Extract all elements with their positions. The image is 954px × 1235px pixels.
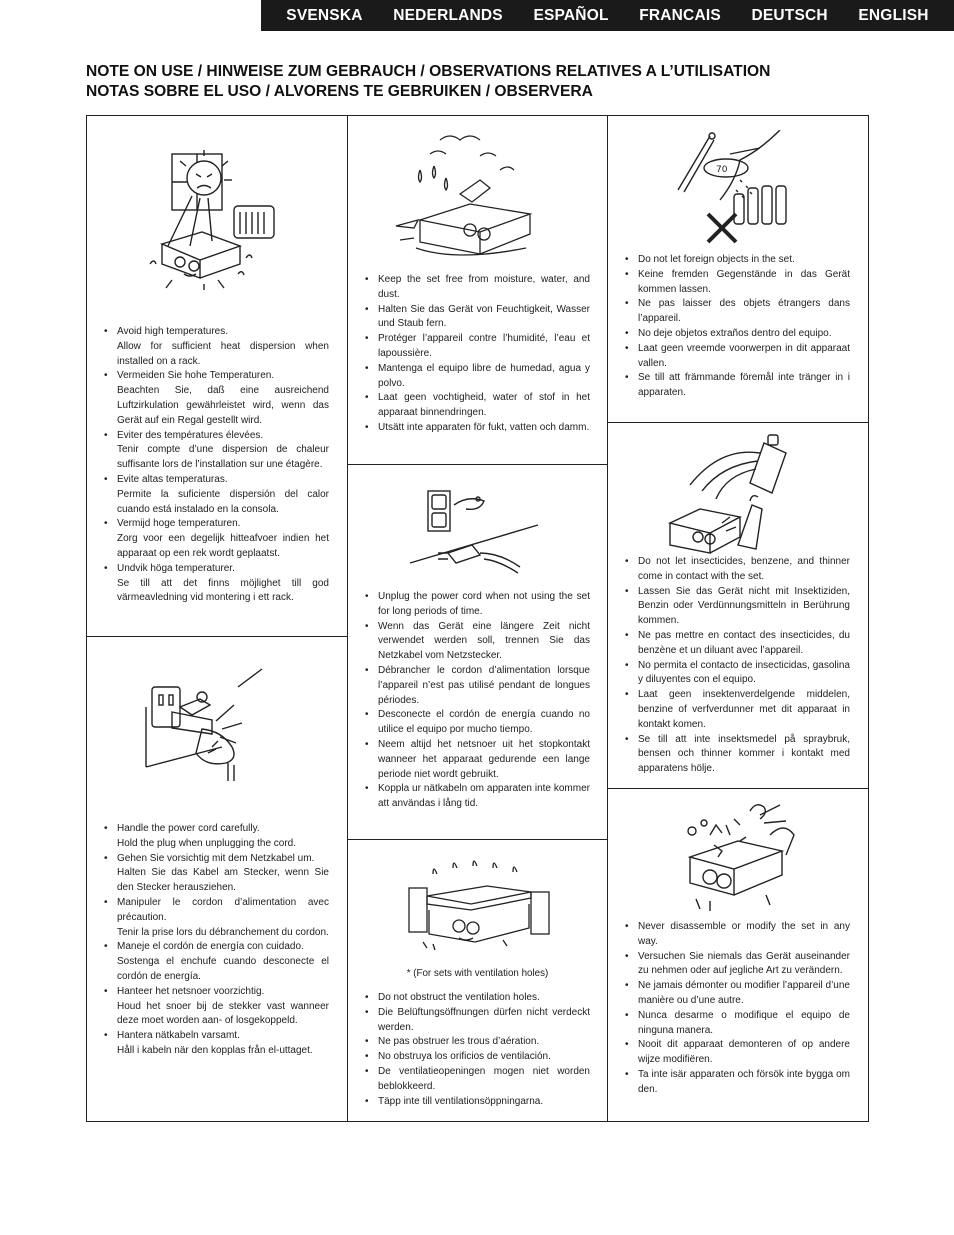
cell-temperature: [87, 116, 347, 637]
list-item: • Gehen Sie vorsichtig mit dem Netzkabel um. Halten Sie das Kabel am Stecker, wenn Sie den Stecker herausziehen.: [104, 852, 329, 896]
foreign-objects-list: [625, 253, 850, 401]
list-item: • Avoid high temperatures. Allow for sufficient heat dispersion when installed on a rack.: [104, 325, 329, 369]
list-item: • Nooit dit apparaat demonteren of op andere wijze modifiëren.: [625, 1038, 850, 1068]
list-item: • Wenn das Gerät eine längere Zeit nicht verwendet werden soll, trennen Sie das Netzkabel vom Netzstecker.: [365, 620, 590, 664]
list-item: • Ne pas obstruer les trous d’aération.: [365, 1035, 590, 1050]
lang-francais[interactable]: FRANCAIS: [639, 6, 721, 24]
list-item: • Laat geen vreemde voorwerpen in dit apparaat vallen.: [625, 342, 850, 372]
list-item: • De ventilatieopeningen mogen niet worden beblokkeerd.: [365, 1065, 590, 1095]
cell-power-cord: [87, 637, 347, 1121]
notes-grid: [86, 115, 869, 1122]
lang-espanol[interactable]: ESPAÑOL: [533, 6, 609, 24]
cell-foreign-objects: [608, 116, 868, 423]
list-item: • Débrancher le cordon d’alimentation lorsque l’appareil n’est pas utilisé pendant de longues périodes.: [365, 664, 590, 708]
temperature-list: [104, 325, 329, 606]
list-item: • Keep the set free from moisture, water, and dust.: [365, 273, 590, 303]
list-item: • Laat geen vochtigheid, water of stof in het apparaat binnendringen.: [365, 391, 590, 421]
list-item: • Ta inte isär apparaten och försök inte bygga om den.: [625, 1068, 850, 1098]
list-item: • Utsätt inte apparaten för fukt, vatten och damm.: [365, 421, 590, 436]
notes-column-3: [608, 116, 868, 1121]
lang-svenska[interactable]: SVENSKA: [286, 6, 363, 24]
list-item: • Nunca desarme o modifique el equipo de ninguna manera.: [625, 1009, 850, 1039]
disassembled-parts-icon: [670, 795, 800, 917]
list-item: • Maneje el cordón de energía con cuidado. Sostenga el enchufe cuando desconecte el cordón de energía.: [104, 940, 329, 984]
moisture-list: [365, 273, 590, 436]
list-item: • Halten Sie das Gerät von Feuchtigkeit, Wasser und Staub fern.: [365, 303, 590, 333]
cell-ventilation: [348, 840, 607, 1121]
list-item: • Mantenga el equipo libre de humedad, agua y polvo.: [365, 362, 590, 392]
list-item: • Eviter des températures élevées. Tenir compte d’une dispersion de chaleur suffisante lors de l’installation sur une étagère.: [104, 429, 329, 473]
disassemble-list: [625, 920, 850, 1098]
list-item: • Se till att främmande föremål inte tränger in i apparaten.: [625, 371, 850, 401]
cell-unplug: [348, 465, 607, 840]
wall-outlet-unplug-icon: [408, 483, 548, 583]
list-item: • No deje objetos extraños dentro del equipo.: [625, 327, 850, 342]
lang-nederlands[interactable]: NEDERLANDS: [393, 6, 503, 24]
list-item: • Lassen Sie das Gerät nicht mit Insektiziden, Benzin oder Verdünnungsmitteln in Berührung kommen.: [625, 585, 850, 629]
list-item: • Manipuler le cordon d’alimentation avec précaution. Tenir la prise lors du débranchement du cordon.: [104, 896, 329, 940]
lang-english[interactable]: ENGLISH: [858, 6, 929, 24]
coins-pins-forbidden-icon: [670, 130, 810, 252]
notes-column-2: [348, 116, 608, 1121]
list-item: • Unplug the power cord when not using the set for long periods of time.: [365, 590, 590, 620]
list-item: • Protéger l’appareil contre l’humidité, l’eau et lapoussière.: [365, 332, 590, 362]
list-item: • Koppla ur nätkabeln om apparaten inte kommer att användas i lång tid.: [365, 782, 590, 812]
hot-sun-heater-icon: [142, 146, 282, 291]
unplug-list: [365, 590, 590, 812]
list-item: • No obstruya los orificios de ventilación.: [365, 1050, 590, 1065]
list-item: • Ne jamais démonter ou modifier l’appareil d’une manière ou d’une autre.: [625, 979, 850, 1009]
ventilation-footnote: * (For sets with ventilation holes): [406, 968, 549, 979]
list-item: • Vermeiden Sie hohe Temperaturen. Beachten Sie, daß eine ausreichend Luftzirkulation gewährleistet wird, wenn das Gerät auf ein Regal gestellt wird.: [104, 369, 329, 428]
blocked-ventilation-icon: [403, 854, 553, 954]
list-item: • Hanteer het netsnoer voorzichtig. Houd het snoer bij de stekker vast wanneer deze moet worden aan- of losgekoppeld.: [104, 985, 329, 1029]
list-item: • Die Belüftungsöffnungen dürfen nicht verdeckt werden.: [365, 1006, 590, 1036]
list-item: • Ne pas laisser des objets étrangers dans l’appareil.: [625, 297, 850, 327]
list-item: • Never disassemble or modify the set in any way.: [625, 920, 850, 950]
cell-disassemble: [608, 789, 868, 1121]
page-title: [86, 62, 906, 102]
insecticides-list: [625, 555, 850, 777]
page-title-line-1: NOTE ON USE / HINWEISE ZUM GEBRAUCH / OBSERVATIONS RELATIVES A L’UTILISATION: [86, 63, 771, 80]
ventilation-list: [365, 991, 590, 1109]
list-item: • Versuchen Sie niemals das Gerät auseinander zu nehmen oder auf jegliche Art zu verändern.: [625, 950, 850, 980]
lang-deutsch[interactable]: DEUTSCH: [751, 6, 828, 24]
list-item: • Undvik höga temperaturer. Se till att det finns möjlighet till god värmeavledning vid montering i ett rack.: [104, 562, 329, 606]
list-item: • Hantera nätkabeln varsamt. Håll i kabeln när den kopplas från el-uttaget.: [104, 1029, 329, 1059]
power-cord-list: [104, 822, 329, 1059]
list-item: • Do not obstruct the ventilation holes.: [365, 991, 590, 1006]
cell-insecticides: [608, 423, 868, 789]
list-item: • Do not let foreign objects in the set.: [625, 253, 850, 268]
list-item: • Ne pas mettre en contact des insecticides, du benzène et un diluant avec l’appareil.: [625, 629, 850, 659]
page-title-line-2: NOTAS SOBRE EL USO / ALVORENS TE GEBRUIKEN / OBSERVERA: [86, 83, 593, 100]
list-item: • Keine fremden Gegenstände in das Gerät kommen lassen.: [625, 268, 850, 298]
cell-moisture: [348, 116, 607, 465]
list-item: • Se till att inte insektsmedel på spraybruk, bensen och thinner kommer i kontakt med apparatens hölje.: [625, 733, 850, 777]
svg-text:70: 70: [716, 165, 728, 175]
spray-can-icon: [664, 431, 804, 556]
water-dust-icon: [390, 130, 540, 265]
list-item: • Handle the power cord carefully. Hold the plug when unplugging the cord.: [104, 822, 329, 852]
list-item: • Evite altas temperaturas. Permite la suficiente dispersión del calor cuando está instalado en la consola.: [104, 473, 329, 517]
notes-column-1: [87, 116, 348, 1121]
list-item: • Täpp inte till ventilationsöppningarna.: [365, 1095, 590, 1110]
list-item: • Neem altijd het netsnoer uit het stopkontakt wanneer het apparaat gedurende een lange periode niet wordt gebruikt.: [365, 738, 590, 782]
language-tab-bar: [261, 0, 954, 31]
list-item: • Do not let insecticides, benzene, and thinner come in contact with the set.: [625, 555, 850, 585]
list-item: • Desconecte el cordón de energía cuando no utilice el equipo por mucho tiempo.: [365, 708, 590, 738]
list-item: • No permita el contacto de insecticidas, gasolina y diluyentes con el equipo.: [625, 659, 850, 689]
list-item: • Laat geen insektenverdelgende middelen, benzine of verfverdunner met dit apparaat in kontakt komen.: [625, 688, 850, 732]
list-item: • Vermijd hoge temperaturen. Zorg voor een degelijk hitteafvoer indien het apparaat op een rek wordt geplaatst.: [104, 517, 329, 561]
plug-pull-icon: [142, 667, 272, 782]
